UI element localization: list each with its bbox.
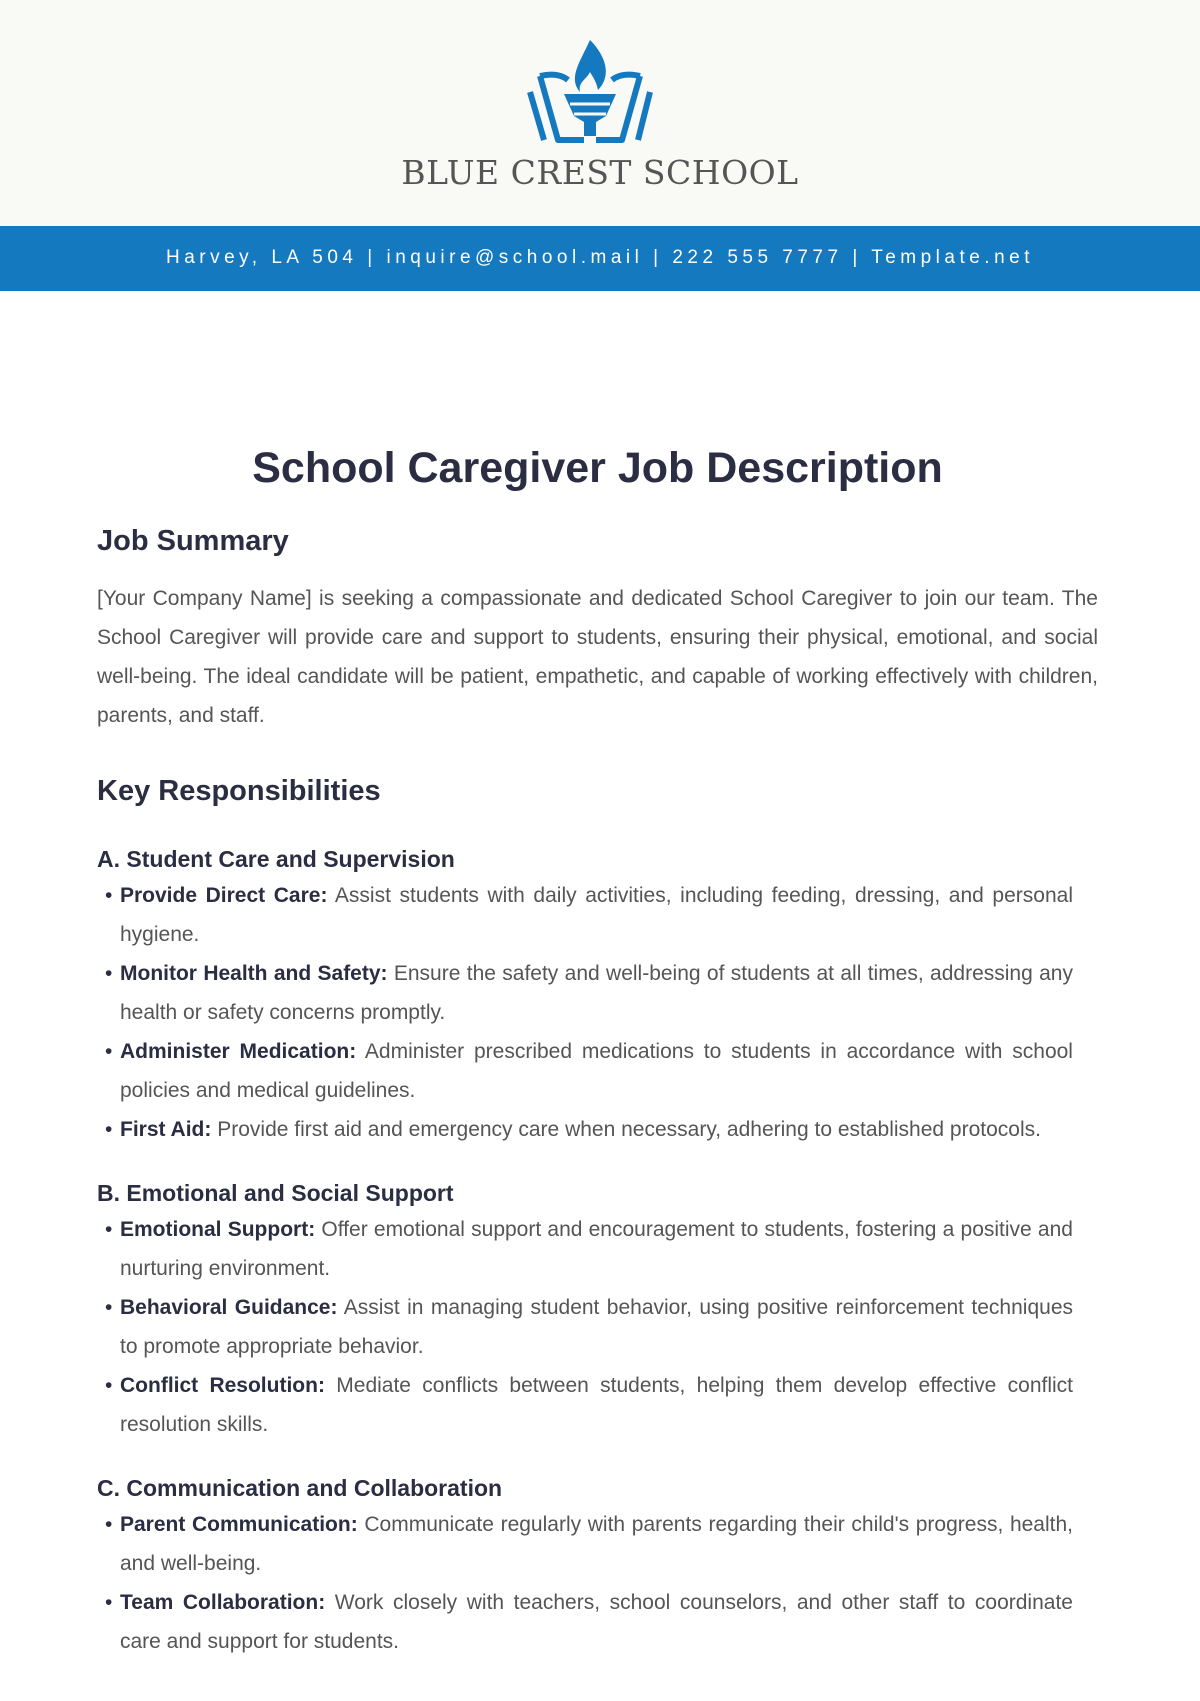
section-heading: B. Emotional and Social Support	[97, 1180, 454, 1206]
list-item	[97, 1210, 1073, 1288]
bullet-icon: •	[105, 1040, 113, 1063]
item-text: Provide first aid and emergency care when necessary, adhering to established protocols.	[217, 1118, 1041, 1141]
list-item	[97, 1583, 1073, 1661]
bullet-icon: •	[105, 1591, 113, 1614]
key-responsibilities-heading: Key Responsibilities	[97, 775, 381, 807]
bullet-icon: •	[105, 1118, 113, 1141]
letterhead	[0, 0, 1200, 226]
item-label: Team Collaboration:	[120, 1591, 326, 1614]
list-item	[97, 1505, 1073, 1583]
responsibility-sections	[97, 842, 1098, 1661]
list-item	[97, 1032, 1073, 1110]
item-text: Ensure the safety and well-being of students at all times, addressing any health or safety concerns promptly.	[120, 962, 1073, 1024]
item-label: Behavioral Guidance:	[120, 1296, 338, 1319]
job-summary-text: [Your Company Name] is seeking a compassionate and dedicated School Caregiver to join our team. The School Caregiver will provide care and support to students, ensuring their physical, emotional, and social well-being. The ideal candidate will be patient, empathetic, and capable of working effectively with children, parents, and staff.	[97, 587, 1098, 727]
school-logo-torch-book-icon	[518, 36, 662, 146]
item-text: Mediate conflicts between students, helping them develop effective conflict resolution skills.	[120, 1374, 1073, 1436]
responsibility-list	[97, 1210, 1098, 1444]
section-heading: C. Communication and Collaboration	[97, 1475, 503, 1501]
section-heading: A. Student Care and Supervision	[97, 846, 455, 872]
school-name: BLUE CREST SCHOOL	[401, 153, 799, 192]
item-label: Monitor Health and Safety:	[120, 962, 388, 985]
item-label: Administer Medication:	[120, 1040, 357, 1063]
document-title: School Caregiver Job Description	[252, 444, 943, 492]
responsibility-list	[97, 1505, 1098, 1661]
list-item	[97, 1288, 1073, 1366]
bullet-icon: •	[105, 1513, 113, 1536]
item-text: Work closely with teachers, school counselors, and other staff to coordinate care and support for students.	[120, 1591, 1073, 1653]
item-label: Parent Communication:	[120, 1513, 358, 1536]
item-label: Provide Direct Care:	[120, 884, 328, 907]
item-text: Assist students with daily activities, including feeding, dressing, and personal hygiene.	[120, 884, 1073, 946]
contact-bar: Harvey, LA 504 | inquire@school.mail | 222 555 7777 | Template.net	[0, 226, 1200, 291]
item-text: Offer emotional support and encouragement to students, fostering a positive and nurturing environment.	[120, 1218, 1073, 1280]
list-item	[97, 1110, 1073, 1149]
item-text: Assist in managing student behavior, using positive reinforcement techniques to promote appropriate behavior.	[120, 1296, 1073, 1358]
bullet-icon: •	[105, 1374, 113, 1397]
list-item	[97, 1366, 1073, 1444]
bullet-icon: •	[105, 1218, 113, 1241]
item-text: Communicate regularly with parents regarding their child's progress, health, and well-being.	[120, 1513, 1073, 1575]
responsibility-list	[97, 876, 1098, 1149]
bullet-icon: •	[105, 962, 113, 985]
item-label: Conflict Resolution:	[120, 1374, 325, 1397]
document-body	[97, 291, 1098, 1661]
item-label: Emotional Support:	[120, 1218, 316, 1241]
job-summary-heading: Job Summary	[97, 525, 289, 557]
list-item	[97, 954, 1073, 1032]
item-text: Administer prescribed medications to students in accordance with school policies and medical guidelines.	[120, 1040, 1073, 1102]
item-label: First Aid:	[120, 1118, 212, 1141]
bullet-icon: •	[105, 884, 113, 907]
bullet-icon: •	[105, 1296, 113, 1319]
list-item	[97, 876, 1073, 954]
